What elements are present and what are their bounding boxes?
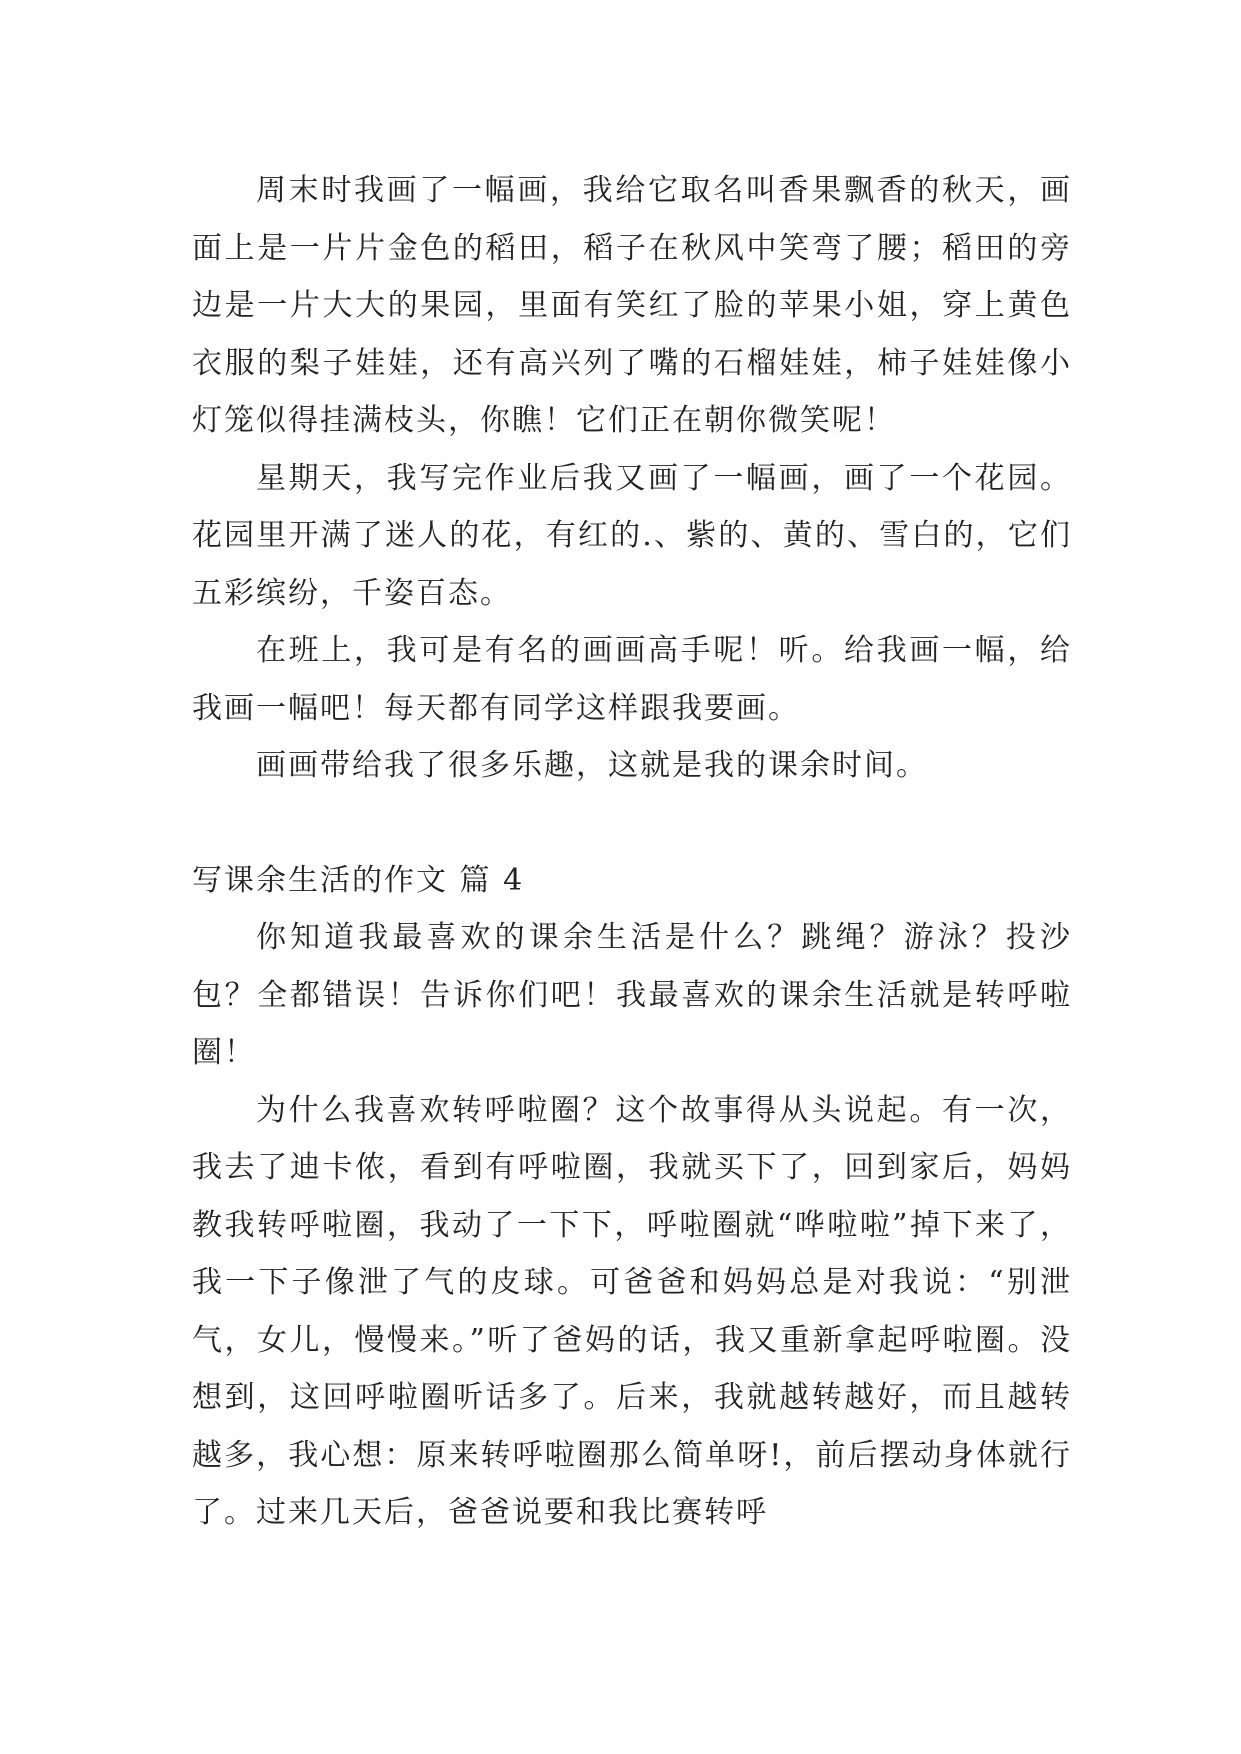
- paragraph: 在班上，我可是有名的画画高手呢！听。给我画一幅，给我画一幅吧！每天都有同学这样跟我要画。: [192, 633, 1072, 726]
- section-heading: 写课余生活的作文 篇 4: [192, 862, 525, 898]
- document-body: [192, 162, 1072, 1542]
- paragraph: 画画带给我了很多乐趣，这就是我的课余时间。: [256, 748, 928, 783]
- section-gap: [192, 795, 1072, 852]
- paragraph: 为什么我喜欢转呼啦圈？这个故事得从头说起。有一次，我去了迪卡侬，看到有呼啦圈，我就买下了，回到家后，妈妈教我转呼啦圈，我动了一下下，呼啦圈就“哗啦啦”掉下来了，我一下子像泄了气的皮球。可爸爸和妈妈总是对我说：“别泄气，女儿，慢慢来。”听了爸妈的话，我又重新拿起呼啦圈。没想到，这回呼啦圈听话多了。后来，我就越转越好，而且越转越多，我心想：原来转呼啦圈那么简单呀!，前后摆动身体就行了。过来几天后，爸爸说要和我比赛转呼: [192, 1092, 1072, 1530]
- paragraph: 你知道我最喜欢的课余生活是什么？跳绳？游泳？投沙包？全都错误！告诉你们吧！我最喜欢的课余生活就是转呼啦圈！: [192, 920, 1072, 1070]
- paragraph: 星期天，我写完作业后我又画了一幅画，画了一个花园。花园里开满了迷人的花，有红的.、紫的、黄的、雪白的，它们五彩缤纷，千姿百态。: [192, 460, 1072, 611]
- paragraph: 周末时我画了一幅画，我给它取名叫香果飘香的秋天，画面上是一片片金色的稻田，稻子在秋风中笑弯了腰；稻田的旁边是一片大大的果园，里面有笑红了脸的苹果小姐，穿上黄色衣服的梨子娃娃，还有高兴列了嘴的石榴娃娃，柿子娃娃像小灯笼似得挂满枝头，你瞧！它们正在朝你微笑呢！: [192, 173, 1072, 438]
